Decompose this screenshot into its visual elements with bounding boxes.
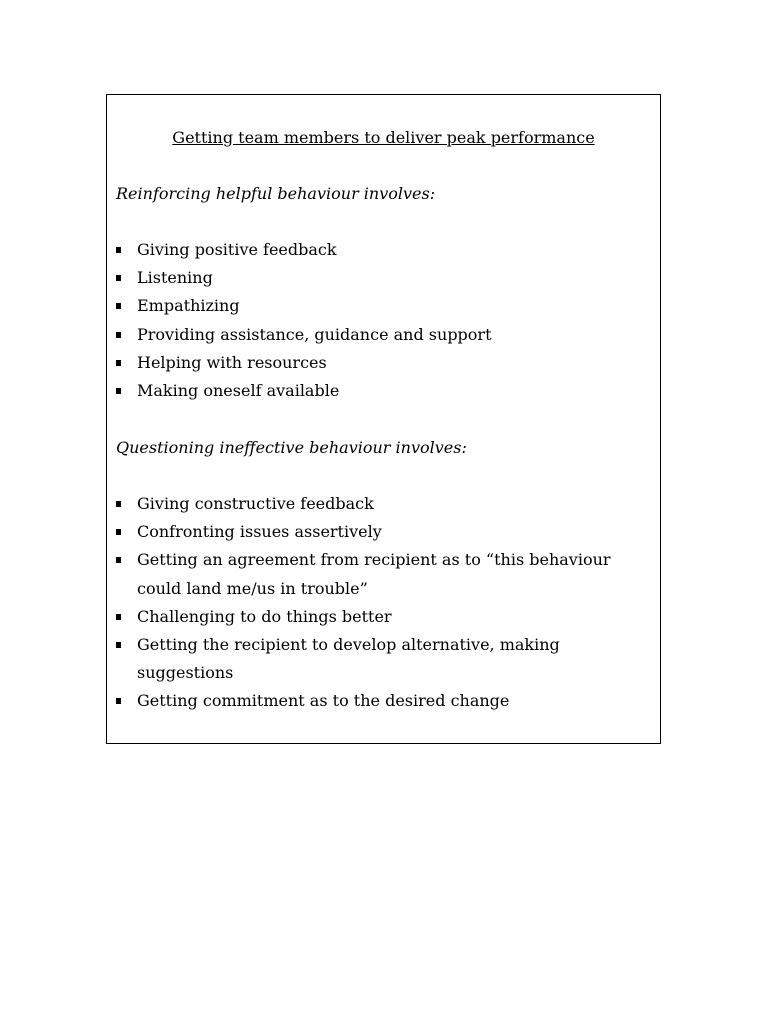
section1-list (107, 236, 647, 405)
square-bullet-icon (116, 360, 121, 366)
list-item-text: Confronting issues assertively (137, 522, 382, 542)
section2-list (107, 490, 647, 716)
list-item (107, 377, 647, 405)
square-bullet-icon (116, 642, 121, 648)
square-bullet-icon (116, 247, 121, 253)
list-item (107, 546, 647, 602)
list-item-text: Listening (137, 268, 213, 288)
list-item-text: Providing assistance, guidance and support (137, 324, 492, 344)
content-box (106, 94, 661, 744)
square-bullet-icon (116, 529, 121, 535)
list-item (107, 631, 647, 687)
list-item-text: Helping with resources (137, 352, 327, 372)
square-bullet-icon (116, 388, 121, 394)
list-item (107, 518, 647, 546)
square-bullet-icon (116, 698, 121, 704)
list-item-text: Getting commitment as to the desired change (137, 691, 510, 711)
square-bullet-icon (116, 614, 121, 620)
list-item (107, 264, 647, 292)
square-bullet-icon (116, 557, 121, 563)
square-bullet-icon (116, 332, 121, 338)
list-item-text: Making oneself available (137, 381, 340, 401)
list-item-text: Getting an agreement from recipient as to “this behaviour could land me/us in trouble” (137, 550, 611, 598)
list-item-text: Challenging to do things better (137, 606, 392, 626)
list-item (107, 490, 647, 518)
list-item (107, 321, 647, 349)
list-item (107, 349, 647, 377)
list-item-text: Giving positive feedback (137, 240, 337, 259)
square-bullet-icon (116, 501, 121, 507)
document-title: Getting team members to deliver peak performance (172, 128, 595, 147)
section1-heading: Reinforcing helpful behaviour involves: (116, 184, 436, 203)
square-bullet-icon (116, 275, 121, 281)
list-item-text: Empathizing (137, 296, 240, 316)
list-item (107, 687, 647, 715)
list-item (107, 236, 647, 264)
list-item (107, 292, 647, 320)
list-item-text: Getting the recipient to develop alternative, making suggestions (137, 635, 560, 683)
list-item (107, 603, 647, 631)
section2-heading: Questioning ineffective behaviour involves: (116, 438, 467, 457)
square-bullet-icon (116, 303, 121, 309)
list-item-text: Giving constructive feedback (137, 494, 374, 513)
